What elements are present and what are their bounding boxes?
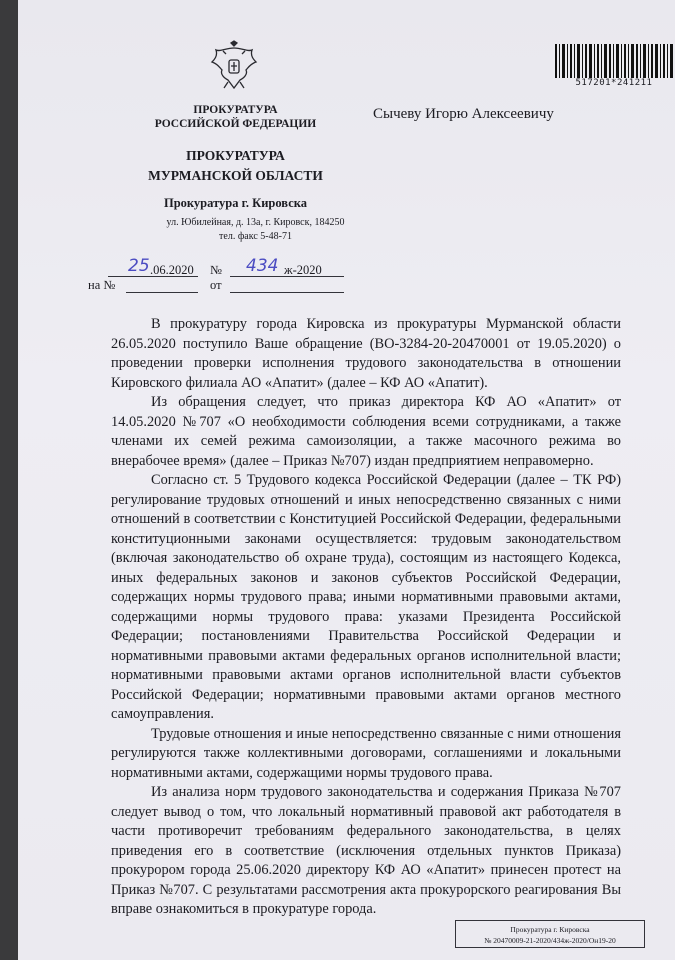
handwritten-day: 25 <box>128 256 150 276</box>
from-underline <box>230 292 344 293</box>
paragraph-5: Из анализа норм трудового законодательства и содержания Приказа №707 следует вывод о том, что локальный нормативный правовой акт работодателя в части противоречит требованиям федерального законодательства, в целях приведения его в соответствие (исключения отдельных пунктов Приказа) прокурором города 25.06.2020 директору КФ АО «Апатит» принесен протест на Приказ №707. С результатами рассмотрения акта прокурорского реагирования Вы вправе ознакомиться в прокуратуре города. <box>111 784 621 917</box>
paragraph-3: Согласно ст. 5 Трудового кодекса Российской Федерации (далее – ТК РФ) регулирование трудовых отношений и иных непосредственно связанных с ними отношений в соответствии с Конституцией Российской Федерации, федеральными конституционными законами осуществляется: трудовым законодательством (включая законодательство об охране труда), состоящим из настоящего Кодекса, иных федеральных законов и законов субъектов Российской Федерации, содержащих нормы трудового права; иными нормативными правовыми актами, содержащими нормы трудового права: указами Президента Российской Федерации; постановлениями Правительства Российской Федерации и нормативными правовыми актами федеральных органов исполнительной власти; нормативными правовыми актами органов исполнительной власти субъектов Российской Федерации; нормативными правовыми актами органов местного самоуправления. <box>111 472 621 722</box>
stamp-line-1: Прокуратура г. Кировска <box>510 925 590 934</box>
number-suffix: ж-2020 <box>284 263 322 277</box>
from-label: от <box>210 278 222 292</box>
region-header <box>93 146 378 186</box>
recipient-name: Сычеву Игорю Алексеевичу <box>373 106 554 122</box>
letter-page <box>18 0 675 960</box>
ref-underline <box>126 292 198 293</box>
handwritten-number: 434 <box>246 256 279 276</box>
registration-stamp <box>455 920 645 948</box>
ref-label: на № <box>88 278 116 292</box>
region-line-1: ПРОКУРАТУРА <box>186 148 285 163</box>
paragraph-2: Из обращения следует, что приказ директора КФ АО «Апатит» от 14.05.2020 №707 «О необходимости соблюдения всеми сотрудниками, а также членами их семей режима самоизоляции, а также масочного режима во внерабочее время» (далее – Приказ №707) издан предприятием неправомерно. <box>111 394 621 469</box>
phone-line: тел. факс 5-48-71 <box>219 231 292 242</box>
paragraph-1: В прокуратуру города Кировска из прокуратуры Мурманской области 26.05.2020 поступило Ваше обращение (ВО-3284-20-20470001 от 19.05.2020) о проведении проверки исполнения трудового законодательства в отношении Кировского филиала АО «Апатит» (далее – КФ АО «Апатит). <box>111 316 621 391</box>
barcode-number: 517201*241211 <box>575 78 653 88</box>
letter-body <box>111 315 621 920</box>
paragraph-4: Трудовые отношения и иные непосредственно связанные с ними отношения регулируются также коллективными договорами, соглашениями и локальными нормативными актами, содержащими нормы трудового права. <box>111 725 621 781</box>
org-line-2: РОССИЙСКОЙ ФЕДЕРАЦИИ <box>154 118 317 130</box>
address-line: ул. Юбилейная, д. 13а, г. Кировск, 184250 <box>166 217 345 228</box>
number-label: № <box>210 263 222 277</box>
date-suffix: .06.2020 <box>150 263 194 277</box>
region-line-2: МУРМАНСКОЙ ОБЛАСТИ <box>148 168 323 183</box>
barcode <box>553 44 675 78</box>
org-header <box>93 103 378 131</box>
office-name: Прокуратура г. Кировска <box>163 196 308 210</box>
stamp-line-2: № 20470009-21-2020/434ж-2020/Он19-20 <box>484 936 616 945</box>
office-address <box>93 216 378 244</box>
double-headed-eagle-emblem <box>210 40 258 92</box>
org-line-1: ПРОКУРАТУРА <box>193 104 278 116</box>
